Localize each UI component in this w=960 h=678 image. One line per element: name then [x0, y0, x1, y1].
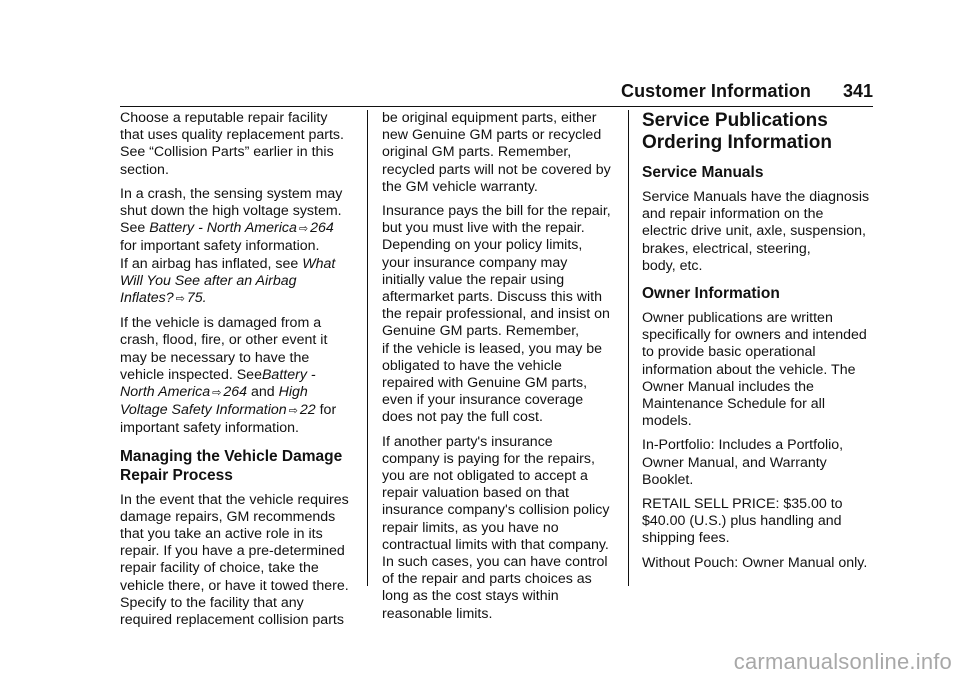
- page-reference-arrow-icon: ⇨: [212, 387, 222, 400]
- paragraph-repair-facility: Choose a reputable repair facility that uses quality replacement parts. See “Collision Parts” earlier in this section.: [120, 110, 344, 178]
- xref-high-voltage-safety[interactable]: High: [278, 384, 308, 401]
- xref-airbag-inflates[interactable]: What: [302, 255, 336, 272]
- xref-battery-north-america[interactable]: Battery - North America: [149, 220, 297, 237]
- page-reference-arrow-icon: ⇨: [175, 293, 185, 306]
- paragraph-retail-price: RETAIL SELL PRICE: $35.00 to $40.00 (U.S.) plus handling and shipping fees.: [642, 496, 843, 547]
- paragraph-vehicle-damaged: If the vehicle is damaged from a crash, flood, fire, or other event it may be necessary to have the vehicle inspected. SeeBattery - North America ⇨ 264 and High Voltage Safety Information ⇨ 22 for important safety information.: [120, 315, 337, 437]
- heading-owner-information: Owner Information: [642, 285, 780, 303]
- xref-page-75[interactable]: 75.: [186, 290, 207, 307]
- paragraph-owner-publications: Owner publications are written specifically for owners and intended to provide basic operational information about the vehicle. The Owner Manual includes the Maintenance Schedule for all models.: [642, 310, 867, 430]
- heading-service-manuals: Service Manuals: [642, 164, 764, 181]
- xref-page-22[interactable]: 22: [299, 402, 316, 419]
- paragraph-service-manuals: Service Manuals have the diagnosis and repair information on the electric drive unit, axle, suspension, brakes, electrical, steering, body, etc.: [642, 189, 870, 274]
- page-number: 341: [842, 81, 873, 101]
- paragraph-another-party: If another party's insurance company is paying for the repairs, you are not obligated to accept a repair valuation based on that insurance company's collision policy repair limits, as you have no contractual limits with that company. In such cases, you can have control of the repair and parts choices as long as the cost stays within reasonable limits.: [382, 433, 610, 622]
- page-section-title: Customer Information: [620, 81, 811, 101]
- paragraph-in-portfolio: In-Portfolio: Includes a Portfolio, Owner Manual, and Warranty Booklet.: [642, 437, 844, 488]
- paragraph-damage-repairs: In the event that the vehicle requires damage repairs, GM recommends that you take an active role in its repair. If you have a pre-determined repair facility of choice, take the vehicle there, or have it towed there. Specify to the facility that any required replacement collision parts: [120, 491, 349, 629]
- column-divider-1: [367, 110, 368, 586]
- paragraph-original-parts: be original equipment parts, either new Genuine GM parts or recycled original GM parts. Remember, recycled parts will not be covered by the GM vehicle warranty.: [382, 110, 611, 195]
- paragraph-insurance-pays: Insurance pays the bill for the repair, but you must live with the repair. Depending on your policy limits, your insurance company may initially value the repair using aftermarket parts. Discuss this with the repair professional, and insist on Genuine GM parts. Remember, if the vehicle is leased, you may be obligated to have the vehicle repaired with Genuine GM parts, even if your insurance coverage does not pay the full cost.: [382, 203, 611, 426]
- column-3: [642, 110, 878, 579]
- watermark-text: carmanualsonline.info: [733, 649, 952, 674]
- xref-page-264-2[interactable]: 264: [223, 384, 248, 401]
- page-reference-arrow-icon: ⇨: [288, 405, 298, 418]
- column-divider-2: [628, 110, 629, 586]
- column-2: [382, 110, 618, 630]
- paragraph-crash-sensing: In a crash, the sensing system may shut down the high voltage system. See Battery - North America ⇨ 264 for important safety information. If an airbag has inflated, see What Will You See after an Airbag Inflates? ⇨ 75.: [120, 185, 343, 307]
- column-1: [120, 110, 358, 636]
- heading-managing-damage-repair: Managing the Vehicle Damage Repair Process: [120, 447, 343, 484]
- page-reference-arrow-icon: ⇨: [298, 223, 309, 236]
- xref-battery-north-america-2[interactable]: Battery -: [261, 366, 316, 383]
- paragraph-without-pouch: Without Pouch: Owner Manual only.: [642, 554, 868, 571]
- page-header: [120, 78, 873, 107]
- heading-service-publications: Service Publications Ordering Information: [642, 110, 832, 153]
- xref-page-264[interactable]: 264: [310, 220, 334, 237]
